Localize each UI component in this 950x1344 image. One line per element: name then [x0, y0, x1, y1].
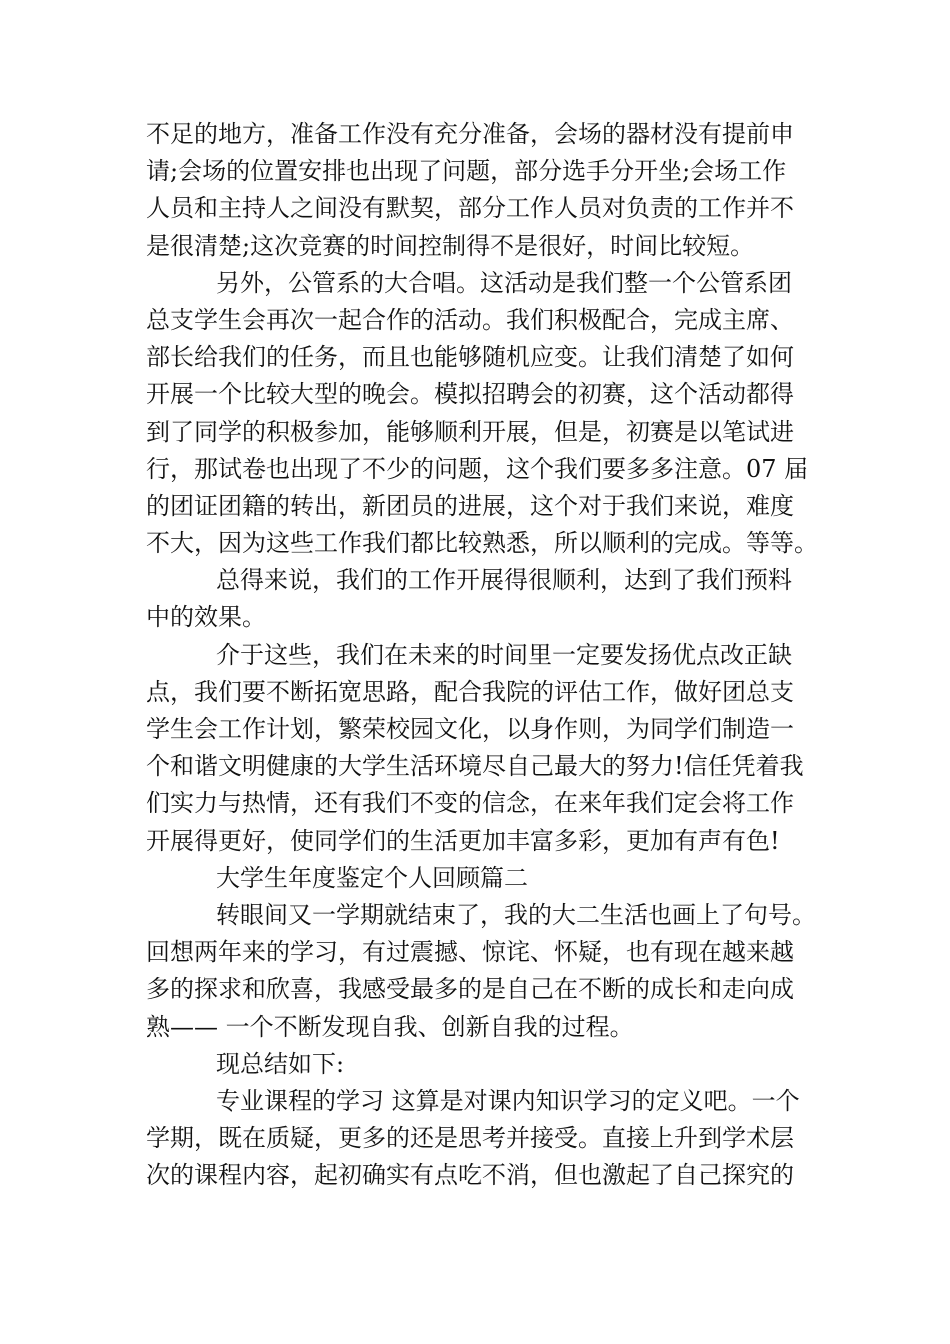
document-body: [146, 116, 816, 1194]
paragraph-start-line: 介于这些，我们在未来的时间里一定要发扬优点改正缺: [216, 640, 792, 669]
text-line: 部长给我们的任务，而且也能够随机应变。让我们清楚了如何: [146, 343, 794, 372]
text-line: 们实力与热情，还有我们不变的信念，在来年我们定会将工作: [146, 789, 794, 818]
text-line: 不足的地方，准备工作没有充分准备，会场的器材没有提前申: [146, 120, 794, 148]
text-line: 到了同学的积极参加，能够顺利开展，但是，初赛是以笔试进: [146, 417, 794, 446]
text-line: 开展得更好，使同学们的生活更加丰富多彩，更加有声有色!: [146, 826, 780, 855]
text-line: 总支学生会再次一起合作的活动。我们积极配合，完成主席、: [146, 305, 794, 334]
text-line: 个和谐文明健康的大学生活环境尽自己最大的努力!信任凭着我: [146, 752, 804, 781]
text-line: 不大，因为这些工作我们都比较熟悉，所以顺利的完成。等等。: [146, 529, 818, 558]
text-line: 开展一个比较大型的晚会。模拟招聘会的初赛，这个活动都得: [146, 380, 794, 409]
paragraph-start-line: 现总结如下:: [216, 1049, 345, 1078]
text-line: 次的课程内容，起初确实有点吃不消，但也激起了自己探究的: [146, 1161, 794, 1190]
paragraph-start-line: 转眼间又一学期就结束了，我的大二生活也画上了句号。: [216, 900, 816, 929]
text-line: 的团证团籍的转出，新团员的进展，这个对于我们来说，难度: [146, 491, 794, 520]
text-line: 回想两年来的学习，有过震撼、惊诧、怀疑，也有现在越来越: [146, 938, 794, 967]
paragraph-start-line: 另外，公管系的大合唱。这活动是我们整一个公管系团: [216, 268, 792, 297]
text-line: 人员和主持人之间没有默契，部分工作人员对负责的工作并不: [146, 194, 794, 223]
paragraph-start-line: 专业课程的学习 这算是对课内知识学习的定义吧。一个: [216, 1086, 800, 1115]
text-line: 学期，既在质疑，更多的还是思考并接受。直接上升到学术层: [146, 1124, 794, 1153]
text-line: 多的探求和欣喜，我感受最多的是自己在不断的成长和走向成: [146, 975, 794, 1004]
text-line: 中的效果。: [146, 603, 266, 632]
text-line: 行，那试卷也出现了不少的问题，这个我们要多多注意。07 届: [146, 454, 809, 483]
paragraph-start-line: 总得来说，我们的工作开展得很顺利，达到了我们预料: [216, 566, 792, 595]
text-line: 学生会工作计划，繁荣校园文化，以身作则，为同学们制造一: [146, 715, 794, 743]
text-line: 点，我们要不断拓宽思路，配合我院的评估工作，做好团总支: [146, 677, 794, 706]
text-line: 熟—— 一个不断发现自我、创新自我的过程。: [146, 1012, 634, 1041]
text-line: 是很清楚;这次竞赛的时间控制得不是很好，时间比较短。: [146, 231, 755, 260]
section-heading: 大学生年度鉴定个人回顾篇二: [216, 863, 528, 892]
text-line: 请;会场的位置安排也出现了问题，部分选手分开坐;会场工作: [146, 157, 787, 186]
